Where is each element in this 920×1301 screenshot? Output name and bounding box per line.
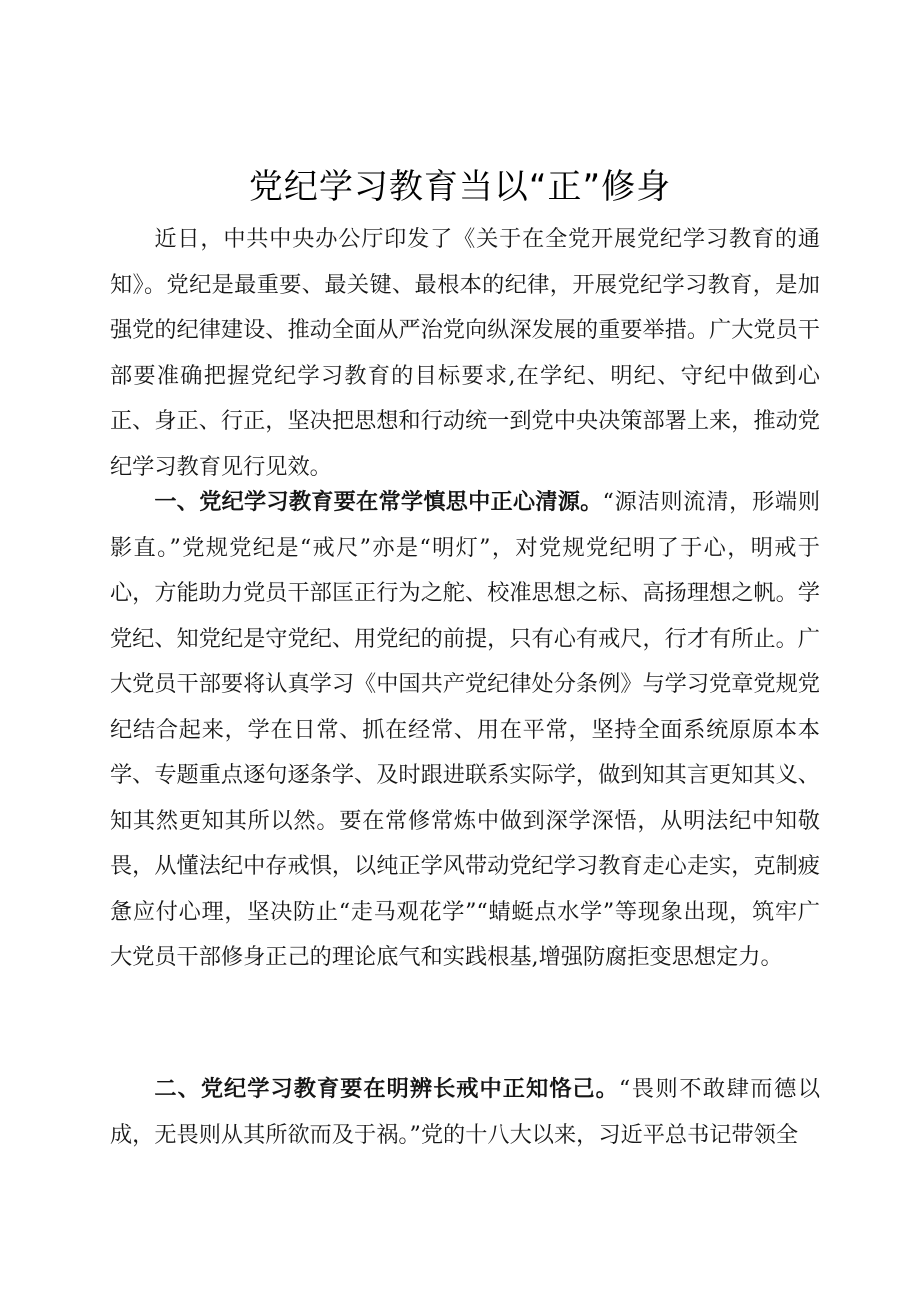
section-2-text: “畏则不敢肆而德以成，无畏则从其所欲而及于祸。”党的十八大以来，习近平总书记带领全: [110, 1076, 821, 1148]
document-title: 党纪学习教育当以“正”修身: [248, 167, 672, 207]
section-1-text: “源洁则流清，形端则影直。”党规党纪是“戒尺”亦是“明灯”，对党规党纪明了于心，明戒于心，方能助力党员干部匡正行为之舵、校准思想之标、高扬理想之帆。学党纪、知党纪是守党纪、用党纪的前提，只有心有戒尺，行才有所止。广大党员干部要将认真学习《中国共产党纪律处分条例》与学习党章党规党纪结合起来，学在日常、抓在经常、用在平常，坚持全面系统原原本本学、专题重点逐句逐条学、及时跟进联系实际学，做到知其言更知其义、知其然更知其所以然。要在常修常炼中做到深学深悟，从明法纪中知敬畏，从懂法纪中存戒惧，以纯正学风带动党纪学习教育走心走实，克制疲惫应付心理，坚决防止“走马观花学”“蜻蜓点水学”等现象出现，筑牢广大党员干部修身正己的理论底气和实践根基,增强防腐拒变思想定力。: [110, 489, 821, 970]
section-1-heading: 一、党纪学习教育要在常学慎思中正心清源。: [154, 489, 603, 515]
paragraph-section-2: [110, 1067, 820, 1158]
section-2-heading: 二、党纪学习教育要在明辨长戒中正知恪己。: [154, 1076, 619, 1102]
paragraph-section-1: [110, 480, 820, 981]
paragraph-intro-text: 近日，中共中央办公厅印发了《关于在全党开展党纪学习教育的通知》。党纪是最重要、最关键、最根本的纪律，开展党纪学习教育，是加强党的纪律建设、推动全面从严治党向纵深发展的重要举措。广大党员干部要准确把握党纪学习教育的目标要求,在学纪、明纪、守纪中做到心正、身正、行正，坚决把思想和行动统一到党中央决策部署上来，推动党纪学习教育见行见效。: [110, 226, 820, 480]
paragraph-intro: [110, 217, 820, 490]
